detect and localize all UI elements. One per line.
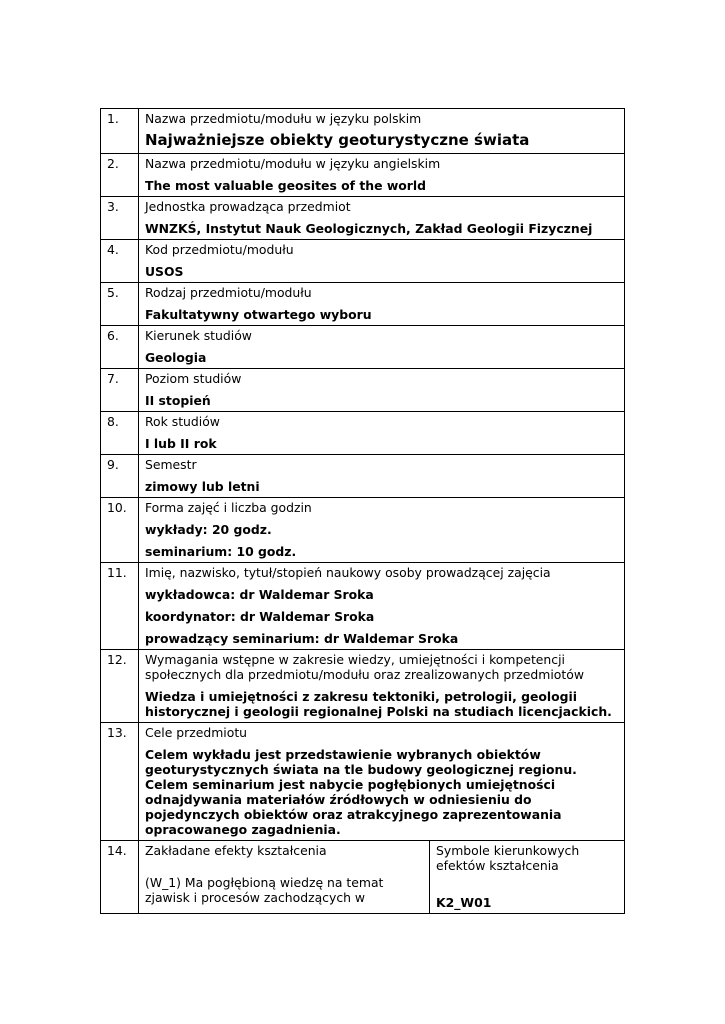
symbols-label: Symbole kierunkowych efektów kształcenia: [436, 843, 580, 873]
row-content: [139, 197, 625, 240]
field-value: USOS: [145, 264, 184, 279]
row-content: [139, 326, 625, 369]
table-row: [101, 283, 625, 326]
row-content: [139, 563, 625, 650]
row-content: [139, 455, 625, 498]
table-row: [101, 563, 625, 650]
field-value: seminarium: 10 godz.: [145, 544, 297, 559]
field-value: II stopień: [145, 393, 211, 408]
field-value: koordynator: dr Waldemar Sroka: [145, 609, 375, 624]
row-number: 9.: [101, 455, 139, 498]
row-content: [139, 283, 625, 326]
field-label: Kod przedmiotu/modułu: [145, 242, 294, 257]
field-value: WNZKŚ, Instytut Nauk Geologicznych, Zakład Geologii Fizycznej: [145, 221, 593, 236]
symbol-k2-w01: K2_W01: [436, 895, 492, 910]
row-number: 6.: [101, 326, 139, 369]
row-number: 11.: [101, 563, 139, 650]
syllabus-table: [100, 108, 625, 914]
field-value: Wiedza i umiejętności z zakresu tektoniki, petrologii, geologii historycznej i geologii regionalnej Polski na studiach licencjackich.: [145, 689, 612, 719]
field-label: Rok studiów: [145, 414, 220, 429]
row-content: [139, 109, 625, 154]
field-value: I lub II rok: [145, 436, 217, 451]
table-row: [101, 498, 625, 563]
field-label: Nazwa przedmiotu/modułu w języku polskim: [145, 111, 422, 126]
field-value: Celem wykładu jest przedstawienie wybranych obiektów geoturystycznych świata na tle budowy geologicznej regionu. Celem seminarium jest nabycie pogłębionych umiejętności odnajdywania materiałów źródłowych w odniesieniu do pojedynczych obiektów oraz atrakcyjnego zaprezentowania opracowanego zagadnienia.: [145, 747, 577, 837]
row-number: 7.: [101, 369, 139, 412]
row-number: 10.: [101, 498, 139, 563]
row-number: 12.: [101, 650, 139, 723]
field-label: Cele przedmiotu: [145, 725, 248, 740]
row-number: 3.: [101, 197, 139, 240]
row-number: 2.: [101, 154, 139, 197]
field-value: wykłady: 20 godz.: [145, 522, 272, 537]
field-value: prowadzący seminarium: dr Waldemar Sroka: [145, 631, 459, 646]
symbols-cell: [430, 841, 625, 914]
table-row: [101, 326, 625, 369]
row-number: 5.: [101, 283, 139, 326]
table-row-14: [101, 841, 625, 914]
field-label: Forma zajęć i liczba godzin: [145, 500, 312, 515]
table-row: [101, 455, 625, 498]
field-value: wykładowca: dr Waldemar Sroka: [145, 587, 374, 602]
table-row: [101, 154, 625, 197]
effects-cell: [139, 841, 430, 914]
field-value: zimowy lub letni: [145, 479, 260, 494]
row-content: [139, 498, 625, 563]
field-label: Imię, nazwisko, tytuł/stopień naukowy osoby prowadzącej zajęcia: [145, 565, 551, 580]
row-content: [139, 369, 625, 412]
row-content: [139, 723, 625, 841]
effect-w1-text: (W_1) Ma pogłębioną wiedzę na temat zjawisk i procesów zachodzących w: [145, 875, 384, 905]
field-value: Geologia: [145, 350, 207, 365]
field-value: Fakultatywny otwartego wyboru: [145, 307, 372, 322]
field-label: Semestr: [145, 457, 197, 472]
table-row: [101, 240, 625, 283]
effects-label: Zakładane efekty kształcenia: [145, 843, 327, 858]
field-label: Jednostka prowadząca przedmiot: [145, 199, 351, 214]
field-value: The most valuable geosites of the world: [145, 178, 427, 193]
table-row: [101, 723, 625, 841]
field-label: Poziom studiów: [145, 371, 242, 386]
table-row: [101, 369, 625, 412]
table-row: [101, 197, 625, 240]
row-number: 4.: [101, 240, 139, 283]
table-row: [101, 109, 625, 154]
field-value: Najważniejsze obiekty geoturystyczne świata: [145, 131, 530, 149]
table-row: [101, 412, 625, 455]
field-label: Rodzaj przedmiotu/modułu: [145, 285, 312, 300]
row-content: [139, 240, 625, 283]
table-row: [101, 650, 625, 723]
field-label: Kierunek studiów: [145, 328, 252, 343]
field-label: Wymagania wstępne w zakresie wiedzy, umiejętności i kompetencji społecznych dla przedmiotu/modułu oraz zrealizowanych przedmiotów: [145, 652, 584, 682]
row-content: [139, 412, 625, 455]
row-number: 13.: [101, 723, 139, 841]
row-number: 1.: [101, 109, 139, 154]
row-content: [139, 650, 625, 723]
row-number: 8.: [101, 412, 139, 455]
row-content: [139, 154, 625, 197]
field-label: Nazwa przedmiotu/modułu w języku angielskim: [145, 156, 441, 171]
row-number: 14.: [101, 841, 139, 914]
